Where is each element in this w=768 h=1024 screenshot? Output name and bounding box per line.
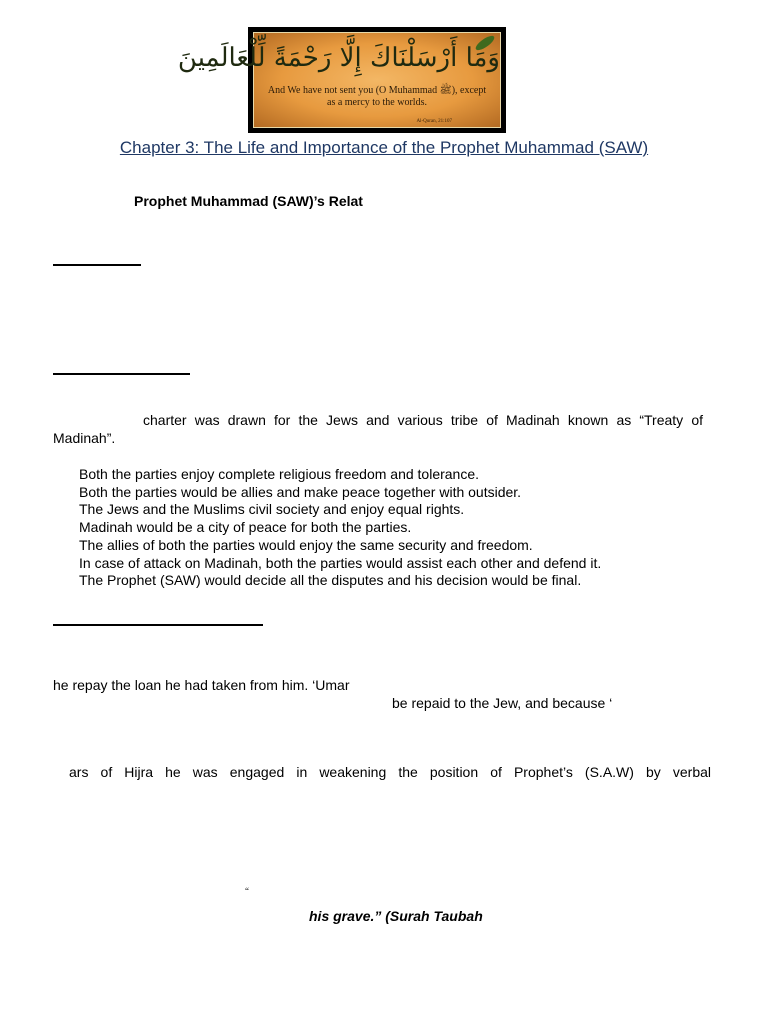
list-item: Both the parties would be allies and make peace together with outsider.	[79, 483, 522, 500]
quote-mark: “	[245, 886, 249, 896]
charter-paragraph-line-1: charter was drawn for the Jews and various tribe of Madinah known as “Treaty of	[143, 412, 703, 428]
list-item: Both the parties enjoy complete religious freedom and tolerance.	[79, 466, 480, 482]
list-item: Madinah would be a city of peace for both the parties.	[79, 519, 412, 536]
list-item: The Jews and the Muslims civil society and enjoy equal rights.	[79, 501, 465, 518]
list-item: The Prophet (SAW) would decide all the disputes and his decision would be final.	[79, 572, 582, 589]
list-item: The allies of both the parties would enjoy the same security and freedom.	[79, 536, 533, 553]
hijra-text-line: ars of Hijra he was engaged in weakening the position of Prophet’s (S.A.W) by verbal	[69, 764, 711, 780]
loan-text-line-2: be repaid to the Jew, and because ‘	[392, 695, 613, 711]
surah-quote-text: his grave.” (Surah Taubah	[309, 908, 483, 924]
quran-verse-banner	[177, 27, 506, 133]
banner-english-line-2: as a mercy to the worlds.	[327, 97, 427, 108]
heading-underline-1	[53, 264, 141, 266]
heading-underline-2	[53, 373, 190, 375]
heading-underline-3	[53, 624, 263, 626]
banner-background	[177, 32, 501, 128]
treaty-points-list	[79, 466, 601, 590]
section-heading: Prophet Muhammad (SAW)’s Relat	[134, 193, 363, 209]
chapter-title: Chapter 3: The Life and Importance of the Prophet Muhammad (SAW)	[119, 138, 649, 157]
banner-arabic-text: وَمَا أَرْسَلْنَاكَ إِلَّا رَحْمَةً لِّلْعَالَمِينَ	[177, 43, 500, 73]
banner-english-text	[254, 85, 500, 109]
banner-reference: Al-Quran, 21:107	[416, 119, 452, 124]
banner-english-line-1: And We have not sent you (O Muhammad ﷺ), except	[267, 85, 487, 96]
list-item: In case of attack on Madinah, both the parties would assist each other and defend it.	[79, 554, 602, 571]
loan-text-line-1: he repay the loan he had taken from him. ‘Umar	[53, 677, 350, 693]
charter-paragraph-line-2: Madinah”.	[53, 430, 116, 446]
